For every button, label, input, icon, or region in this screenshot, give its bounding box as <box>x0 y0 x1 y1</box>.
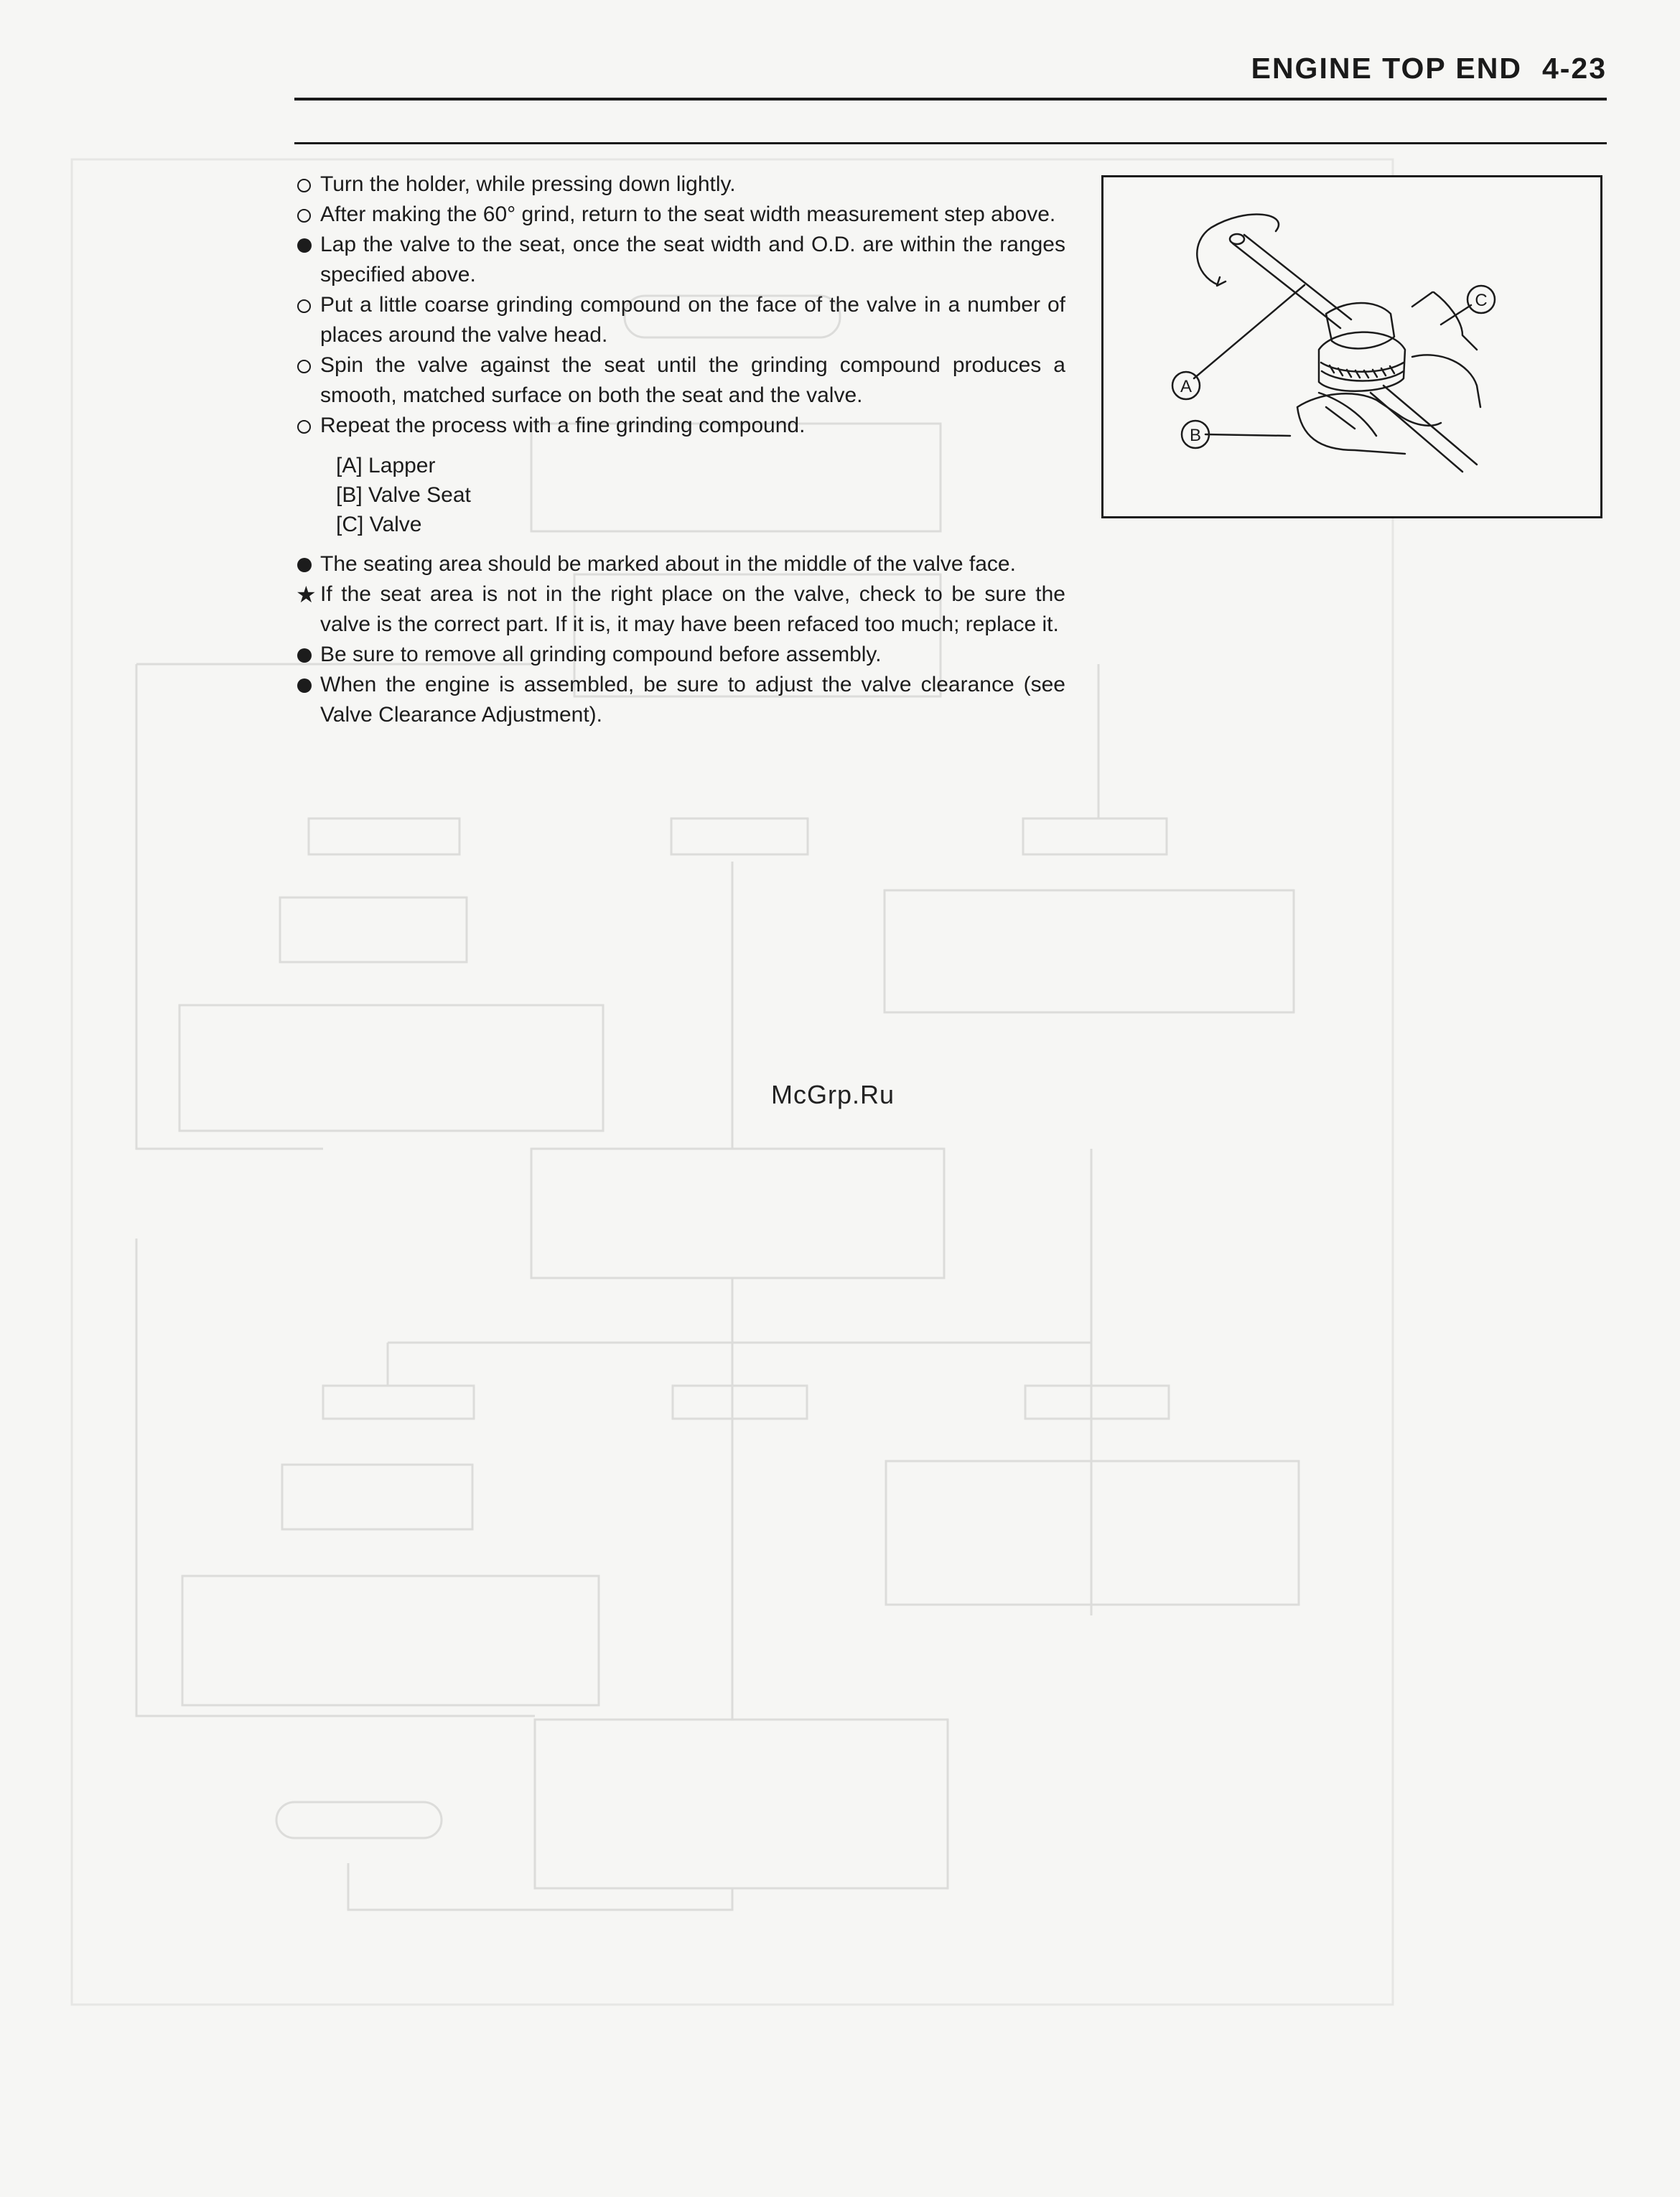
instruction-item <box>296 411 1065 441</box>
valve-lapping-figure <box>1101 175 1602 518</box>
instruction-text-2: After making the 60° grind, return to the seat width measurement step above. <box>320 202 1056 226</box>
callout-label-a: A <box>1180 377 1193 396</box>
instruction-item <box>296 200 1065 230</box>
callout-label-b: B <box>1189 426 1202 445</box>
instruction-item <box>296 169 1065 200</box>
section-header <box>1251 52 1607 85</box>
note-item <box>296 670 1065 730</box>
note-item <box>296 640 1065 670</box>
note-text-3: Be sure to remove all grinding compound before assembly. <box>320 643 882 666</box>
valve-lapper-illustration <box>1103 177 1600 516</box>
watermark-text: McGrp.Ru <box>771 1080 895 1109</box>
legend-item-valve: [C] Valve <box>336 513 422 536</box>
instruction-text <box>296 169 1065 730</box>
star-icon: ★ <box>296 582 317 607</box>
header-rule <box>294 98 1607 101</box>
instruction-text-6: Repeat the process with a fine grinding compound. <box>320 414 806 437</box>
section-title: ENGINE TOP END <box>1251 52 1522 85</box>
instruction-text-3: Lap the valve to the seat, once the seat width and O.D. are within the ranges specified above. <box>320 233 1065 286</box>
note-text-1: The seating area should be marked about in the middle of the valve face. <box>320 552 1016 576</box>
legend-item-lapper: [A] Lapper <box>336 454 436 477</box>
legend-item-valve-seat: [B] Valve Seat <box>336 483 471 507</box>
instruction-item <box>296 290 1065 350</box>
note-item <box>296 549 1065 579</box>
note-item <box>296 579 1065 640</box>
page-number: 4-23 <box>1541 52 1607 85</box>
instruction-text-5: Spin the valve against the seat until the grinding compound produces a smooth, matched surface on both the seat and the valve. <box>320 353 1065 407</box>
content-rule <box>294 142 1607 144</box>
instruction-text-4: Put a little coarse grinding compound on the face of the valve in a number of places around the valve head. <box>320 293 1065 347</box>
figure-legend <box>336 451 1065 539</box>
callout-label-c: C <box>1475 291 1488 310</box>
note-text-4: When the engine is assembled, be sure to adjust the valve clearance (see Valve Clearance Adjustment). <box>320 673 1065 727</box>
instruction-item <box>296 230 1065 290</box>
instruction-text-1: Turn the holder, while pressing down lightly. <box>320 172 736 196</box>
instruction-item <box>296 350 1065 411</box>
note-text-2: If the seat area is not in the right place on the valve, check to be sure the valve is the correct part. If it is, it may have been refaced too much; replace it. <box>320 582 1065 636</box>
